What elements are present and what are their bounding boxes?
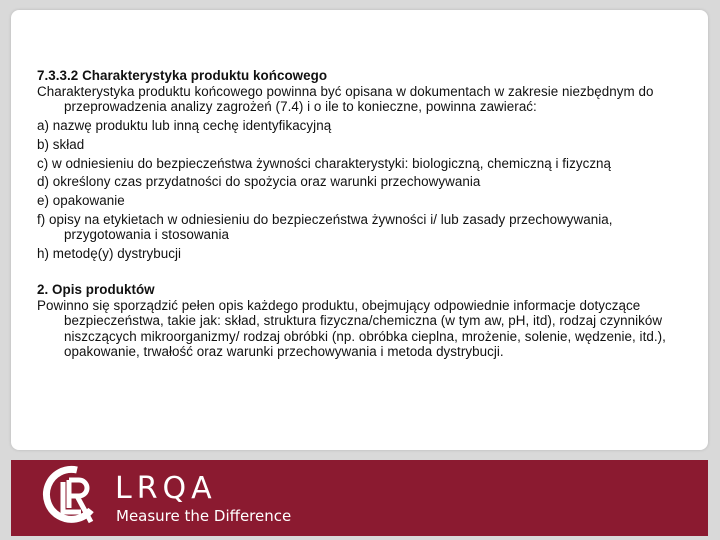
lr-monogram-icon: [39, 464, 101, 528]
document-text: [37, 68, 697, 363]
list-item: h) metodę(y) dystrybucji: [37, 246, 182, 262]
footer-banner: [11, 460, 708, 536]
section-heading-product-characteristics: 7.3.3.2 Charakterystyka produktu końcowego: [37, 68, 328, 83]
description-paragraph: Powinno się sporządzić pełen opis każdego produktu, obejmujący odpowiednie informacje dotyczące bezpieczeństwa, takie jak: skład, struktura fizyczna/chemiczna (w tym aw, pH, itd), rodzaj czynników niszczących mikroorganizmy/ rodzaj obróbki (np. obróbka cieplna, mrożenie, solenie, wędzenie, itd.), opakowanie, trwałość oraz warunki przechowywania i metoda dystrybucji.: [37, 297, 666, 360]
brand-name: LRQA: [115, 471, 217, 506]
intro-paragraph: Charakterystyka produktu końcowego powinna być opisana w dokumentach w zakresie niezbędnym do przeprowadzenia analizy zagrożeń (7.4) i o ile to konieczne, powinna zawierać:: [37, 83, 654, 115]
list-item: f) opisy na etykietach w odniesieniu do bezpieczeństwa żywności i/ lub zasady przechowywania, przygotowania i stosowania: [37, 211, 613, 243]
list-item: d) określony czas przydatności do spożycia oraz warunki przechowywania: [37, 174, 481, 190]
list-item: e) opakowanie: [37, 193, 125, 209]
brand-tagline: Measure the Difference: [116, 507, 292, 525]
list-item: c) w odniesieniu do bezpieczeństwa żywności charakterystyki: biologiczną, chemiczną i fizyczną: [37, 155, 612, 171]
section-heading-product-description: 2. Opis produktów: [37, 282, 155, 298]
list-item: a) nazwę produktu lub inną cechę identyfikacyjną: [37, 117, 332, 133]
list-item: b) skład: [37, 136, 85, 152]
